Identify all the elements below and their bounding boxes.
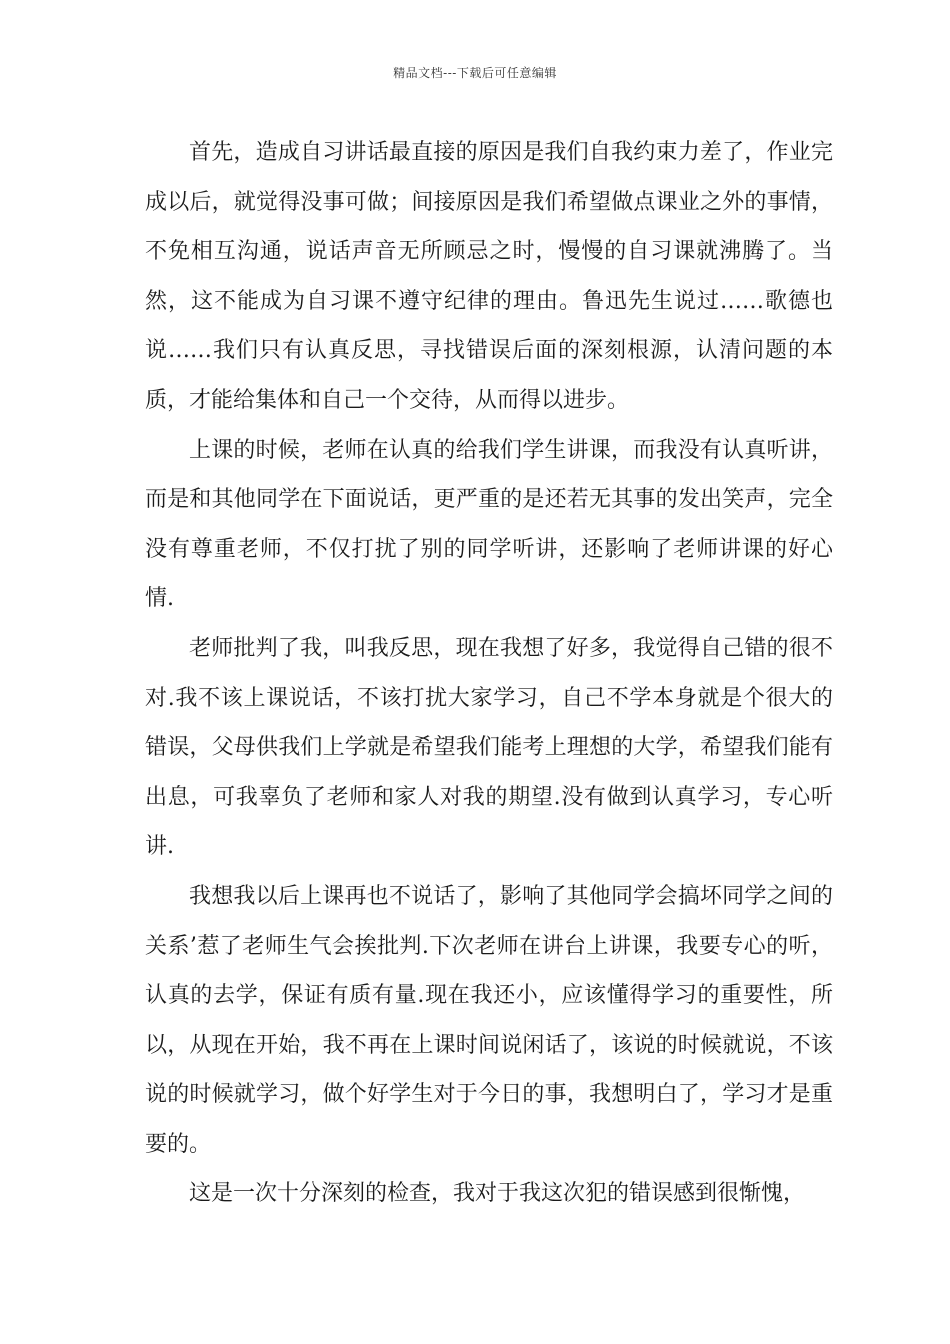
paragraph-1: 首先，造成自习讲话最直接的原因是我们自我约束力差了，作业完成以后，就觉得没事可做；间接原因是我们希望做点课业之外的事情，不免相互沟通，说话声音无所顾忌之时，慢慢的自习课就沸腾了。当然，这不能成为自习课不遵守纪律的理由。鲁迅先生说过……歌德也说……我们只有认真反思，寻找错误后面的深刻根源，认清问题的本质，才能给集体和自己一个交待，从而得以进步。: [145, 140, 833, 413]
paragraph-4: 我想我以后上课再也不说话了，影响了其他同学会搞坏同学之间的关系’惹了老师生气会挨批判.下次老师在讲台上讲课，我要专心的听，认真的去学，保证有质有量.现在我还小，应该懂得学习的重要性，所以，从现在开始，我不再在上课时间说闲话了，该说的时候就说，不该说的时候就学习，做个好学生对于今日的事，我想明白了，学习才是重要的。: [145, 883, 833, 1157]
document-body: [145, 128, 833, 1219]
paragraph-5: 这是一次十分深刻的检查，我对于我这次犯的错误感到很惭愧，: [189, 1181, 806, 1207]
page-header: 精品文档---下载后可任意编辑: [393, 66, 557, 80]
paragraph-2: 上课的时候，老师在认真的给我们学生讲课，而我没有认真听讲，而是和其他同学在下面说话，更严重的是还若无其事的发出笑声，完全没有尊重老师，不仅打扰了别的同学听讲，还影响了老师讲课的好心情.: [145, 437, 833, 612]
paragraph-3: 老师批判了我，叫我反思，现在我想了好多，我觉得自己错的很不对.我不该上课说话，不该打扰大家学习，自己不学本身就是个很大的错误，父母供我们上学就是希望我们能考上理想的大学，希望我们能有出息，可我辜负了老师和家人对我的期望.没有做到认真学习，专心听讲.: [145, 635, 833, 860]
